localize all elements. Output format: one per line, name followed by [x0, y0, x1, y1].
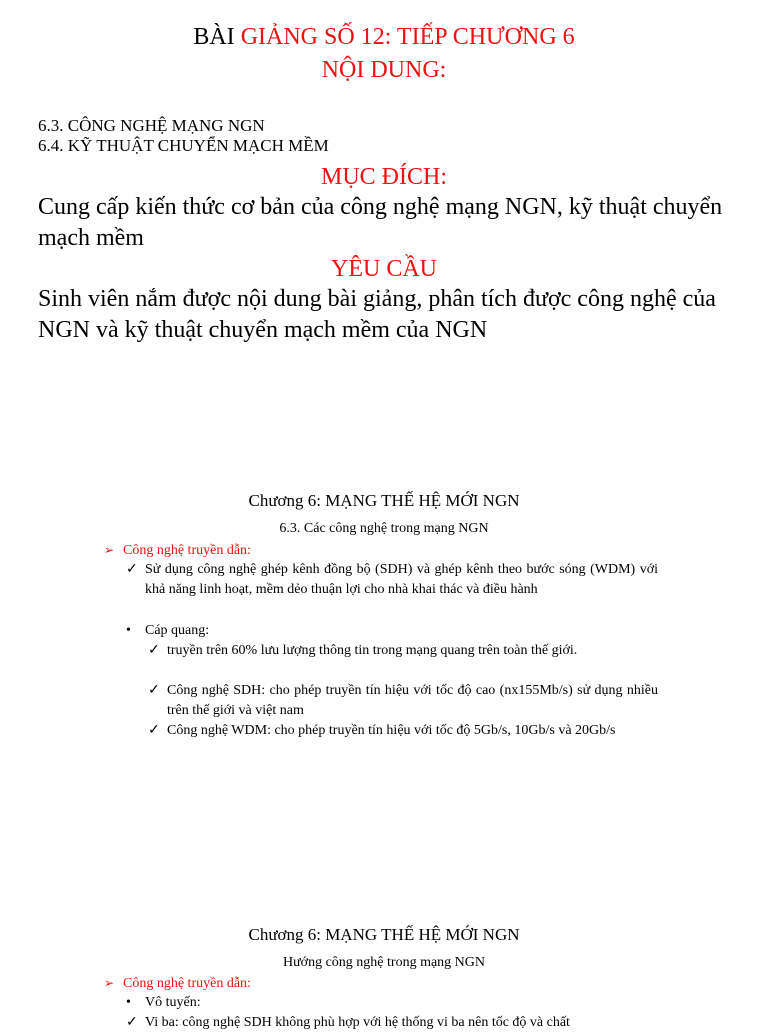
arrow-bullet-icon: ➢ [104, 976, 115, 990]
list-item: ✓ truyền trên 60% lưu lượng thông tin trong mạng quang trên toàn thế giới. [148, 641, 658, 661]
dot-bullet-icon: • [126, 623, 131, 638]
requirement-text: Sinh viên nắm được nội dung bài giảng, phân tích được công nghệ của NGN và kỹ thuật chuyển mạch mềm của NGN [38, 286, 716, 343]
checkmark-icon: ✓ [148, 643, 160, 658]
list-item: • Vô tuyến: [126, 993, 201, 1013]
purpose-text: Cung cấp kiến thức cơ bản của công nghệ mạng NGN, kỹ thuật chuyển mạch mềm [38, 194, 723, 251]
list-item: ✓ Công nghệ SDH: cho phép truyền tín hiệu với tốc độ cao (nx155Mb/s) sử dụng nhiều trên thế giới và việt nam [148, 683, 658, 718]
list-item: ✓ Sử dụng công nghệ ghép kênh đồng bộ (SDH) và ghép kênh theo bước sóng (WDM) với khả năng linh hoạt, mềm dẻo thuận lợi cho nhà khai thác và điều hành [126, 562, 658, 597]
list-item: ✓ Vi ba: công nghệ SDH không phù hợp với hệ thống vi ba nên tốc độ và chất [126, 1013, 658, 1033]
checkmark-icon: ✓ [126, 562, 138, 577]
section-title: Hướng công nghệ trong mạng NGN [282, 955, 485, 970]
checkmark-icon: ✓ [148, 723, 160, 738]
checkmark-icon: ✓ [126, 1015, 138, 1030]
transmission-heading: ➢ Công nghệ truyền dẫn: [104, 973, 251, 994]
section-title: 6.3. Các công nghệ trong mạng NGN [279, 521, 489, 536]
chapter-title: Chương 6: MẠNG THẾ HỆ MỚI NGN [248, 925, 520, 944]
content-item-softswitch: 6.4. KỸ THUẬT CHUYỂN MẠCH MỀM [38, 136, 329, 155]
content-item-ngn: 6.3. CÔNG NGHỆ MẠNG NGN [38, 116, 265, 135]
purpose-heading: MỤC ĐÍCH: [320, 164, 447, 190]
content-heading: NỘI DUNG: [321, 57, 447, 83]
list-item: ✓ Công nghệ WDM: cho phép truyền tín hiệu với tốc độ 5Gb/s, 10Gb/s và 20Gb/s [148, 721, 658, 741]
checkmark-icon: ✓ [148, 683, 160, 698]
arrow-bullet-icon: ➢ [104, 543, 115, 557]
list-item: • Cáp quang: [126, 621, 209, 641]
dot-bullet-icon: • [126, 995, 131, 1010]
transmission-heading: ➢ Công nghệ truyền dẫn: [104, 540, 251, 561]
lecture-title: BÀI GIẢNG SỐ 12: TIẾP CHƯƠNG 6 [193, 24, 575, 50]
requirement-heading: YÊU CẦU [331, 256, 437, 282]
chapter-title: Chương 6: MẠNG THẾ HỆ MỚI NGN [248, 491, 520, 510]
